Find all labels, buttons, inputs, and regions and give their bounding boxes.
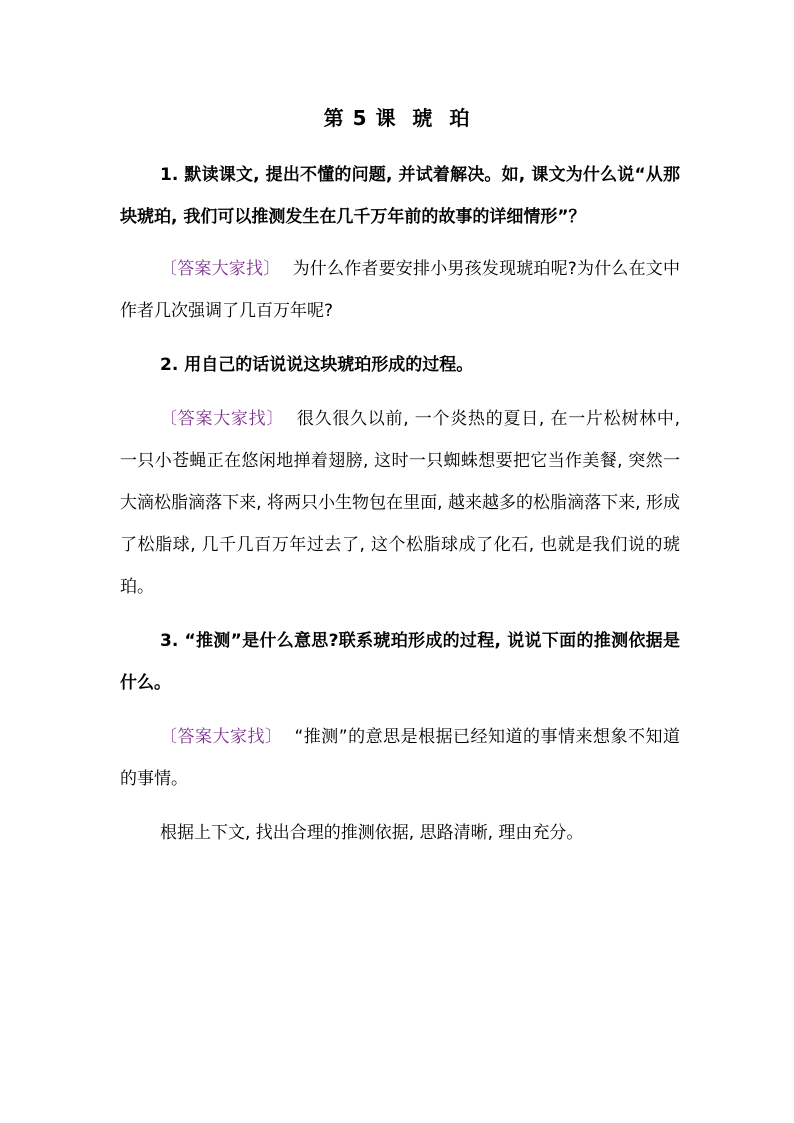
answer-2-text: 很久很久以前, 一个炎热的夏日, 在一片松树林中, 一只小苍蝇正在悠闲地掸着翅膀, 这时一只蜘蛛想要把它当作美餐, 突然一大滴松脂滴落下来, 将两只小生物包在里面, 越来越多的松脂滴落下来, 形成了松脂球, 几千几百万年过去了, 这个松脂球成了化石, 也就是我们说的琥珀。	[120, 409, 681, 597]
question-1: 1. 默读课文, 提出不懂的问题, 并试着解决。如, 课文为什么说“从那块琥珀, 我们可以推测发生在几千万年前的故事的详细情形”？	[120, 165, 680, 227]
answer-1	[120, 248, 680, 332]
answer-tag: 〔答案大家找〕	[160, 727, 283, 747]
answer-3-text: “推测”的意思是根据已经知道的事情来想象不知道的事情。	[120, 727, 681, 789]
lesson-title: 第 5 课 琥 珀	[323, 106, 471, 130]
answer-3	[120, 716, 680, 800]
answer-tag: 〔答案大家找〕	[160, 259, 281, 279]
answer-2	[120, 398, 680, 608]
question-2: 2. 用自己的话说说这块琥珀形成的过程。	[160, 355, 474, 375]
answer-tag: 〔答案大家找〕	[160, 409, 285, 429]
question-3: 3. “推测”是什么意思?联系琥珀形成的过程, 说说下面的推测依据是什么。	[120, 631, 680, 693]
answer-3-note: 根据上下文, 找出合理的推测依据, 思路清晰, 理由充分。	[160, 823, 584, 843]
answer-1-text: 为什么作者要安排小男孩发现琥珀呢?为什么在文中作者几次强调了几百万年呢?	[120, 259, 681, 321]
